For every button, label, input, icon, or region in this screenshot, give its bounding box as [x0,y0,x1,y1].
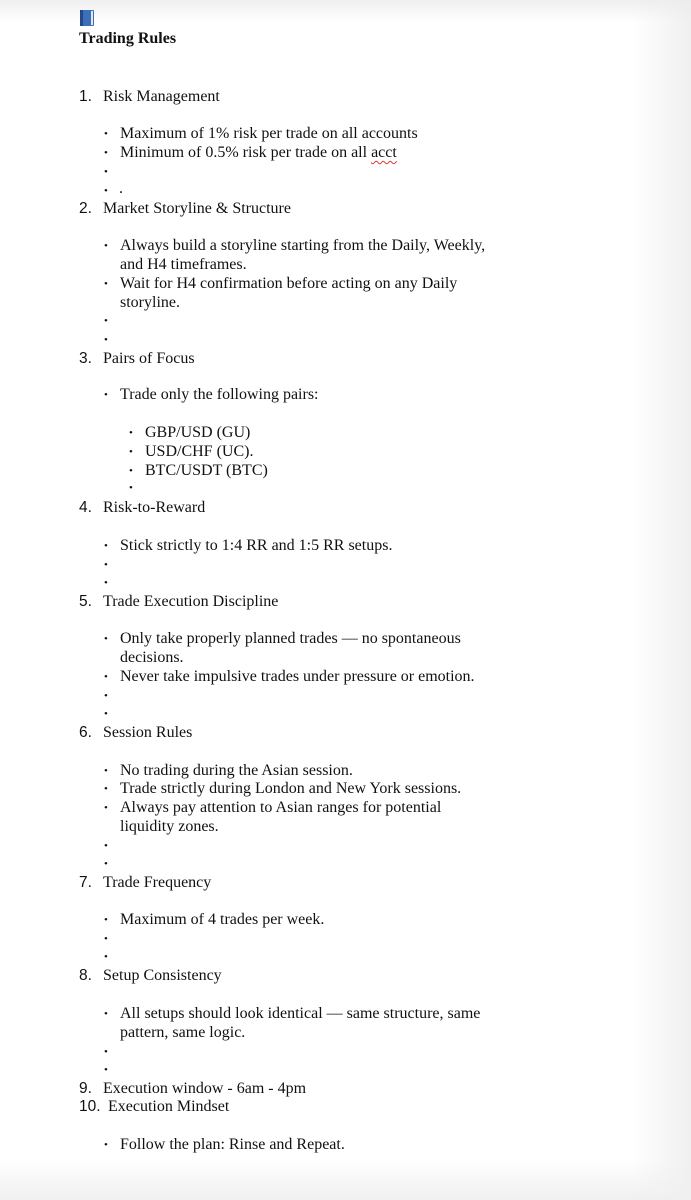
bullet-point: • [104,765,108,777]
list-item: Stick strictly to 1:4 RR and 1:5 RR setups. [120,537,393,554]
bullet-point: • [104,1064,108,1076]
list-item-line: decisions. [120,649,184,666]
section-heading: Pairs of Focus [103,350,195,367]
section-number: 4. [79,499,92,516]
section-number: 1. [79,88,92,105]
sub-list-item: USD/CHF (UC). [145,443,254,460]
section-heading: Trade Frequency [103,874,212,891]
section-number: 9. [79,1080,92,1097]
section-number: 2. [79,200,92,217]
bullet-point: • [104,185,108,197]
bullet-point: • [104,577,108,589]
bullet-point: • [104,802,108,814]
bullet-point: • [104,240,108,252]
bullet-point: • [104,389,108,401]
section-heading: Execution window - 6am - 4pm [103,1080,307,1097]
section-heading: Setup Consistency [103,967,222,984]
page-edge-shadow-top [0,0,691,22]
sub-list-item: BTC/USDT (BTC) [145,462,268,479]
bullet-point: • [104,633,108,645]
bullet-point: • [104,128,108,140]
section-number: 10. [79,1098,101,1115]
bullet-point: • [104,671,108,683]
list-item: Follow the plan: Rinse and Repeat. [120,1136,345,1153]
sub-bullet-point: • [129,427,133,439]
bullet-point: • [104,315,108,327]
section-heading: Execution Mindset [108,1098,230,1115]
list-item-line: Always pay attention to Asian ranges for potential [120,799,442,816]
blue-book-icon [80,10,94,26]
bullet-point: • [104,278,108,290]
list-item-line: liquidity zones. [120,818,219,835]
list-item-line: storyline. [120,294,180,311]
bullet-point: • [104,783,108,795]
bullet-point: • [104,951,108,963]
bullet-point: • [104,540,108,552]
list-item-line: Only take properly planned trades — no spontaneous [120,630,461,647]
document-title: Trading Rules [79,30,177,47]
bullet-point: • [104,166,108,178]
section-heading: Trade Execution Discipline [103,593,279,610]
list-item-line: and H4 timeframes. [120,256,247,273]
bullet-point: • [104,1139,108,1151]
bullet-point: • [104,690,108,702]
section-number: 8. [79,967,92,984]
bullet-point: • [104,559,108,571]
bullet-point: • [104,840,108,852]
page-edge-shadow-bottom [0,1160,691,1200]
list-item: Trade only the following pairs: [120,386,319,403]
bullet-point: • [104,1046,108,1058]
section-number: 3. [79,350,92,367]
list-item-line: Never take impulsive trades under pressure or emotion. [120,668,475,685]
section-heading: Session Rules [103,724,193,741]
list-item-line: Wait for H4 confirmation before acting on any Daily [120,275,458,292]
bullet-point: • [104,858,108,870]
list-item-line: No trading during the Asian session. [120,762,353,779]
section-number: 7. [79,874,92,891]
bullet-point: • [104,914,108,926]
section-heading: Risk-to-Reward [103,499,206,516]
list-item: Minimum of 0.5% risk per trade on all acct [120,144,397,161]
page-edge-shadow-right [631,0,691,1200]
list-item-line: pattern, same logic. [120,1024,246,1041]
sub-bullet-point: • [129,465,133,477]
section-number: 5. [79,593,92,610]
bullet-point: • [104,708,108,720]
section-number: 6. [79,724,92,741]
bullet-point: • [104,334,108,346]
stray-period: . [119,180,123,197]
sub-bullet-point: • [129,482,133,494]
list-item-line: Trade strictly during London and New York sessions. [120,780,462,797]
bullet-point: • [104,933,108,945]
list-item: Maximum of 4 trades per week. [120,911,325,928]
list-item-line: Always build a storyline starting from the Daily, Weekly, [120,237,486,254]
spellcheck-underlined-word: acct [371,144,397,161]
sub-bullet-point: • [129,446,133,458]
section-heading: Market Storyline & Structure [103,200,291,217]
list-item-line: All setups should look identical — same structure, same [120,1005,481,1022]
sub-list-item: GBP/USD (GU) [145,424,251,441]
list-item: Maximum of 1% risk per trade on all accounts [120,125,418,142]
section-heading: Risk Management [103,88,220,105]
bullet-point: • [104,147,108,159]
bullet-point: • [104,1008,108,1020]
